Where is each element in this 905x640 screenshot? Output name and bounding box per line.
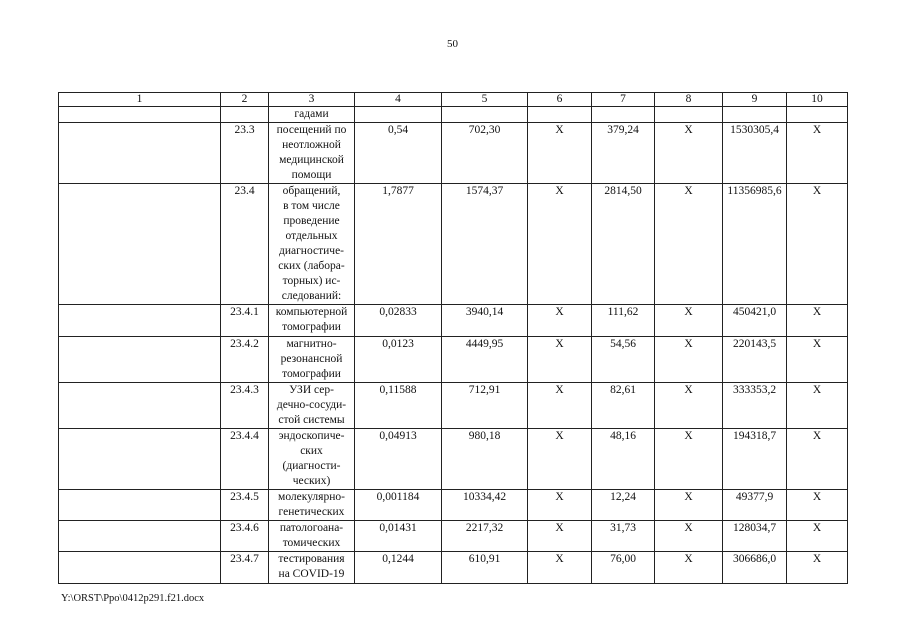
table-cell: 0,02833: [355, 305, 442, 337]
table-cell: 2217,32: [442, 521, 528, 552]
table-cell: [59, 429, 221, 490]
table-cell: [592, 107, 655, 123]
table-cell: X: [655, 305, 723, 337]
table-cell: 3940,14: [442, 305, 528, 337]
table-cell: X: [655, 429, 723, 490]
table-cell: патологоана- томических: [269, 521, 355, 552]
table-cell: компьютерной томографии: [269, 305, 355, 337]
column-header: 1: [59, 93, 221, 107]
table-cell: 0,04913: [355, 429, 442, 490]
table-cell: X: [528, 490, 592, 521]
table-cell: гадами: [269, 107, 355, 123]
table-cell: X: [528, 552, 592, 584]
table-cell: магнитно- резонансной томографии: [269, 337, 355, 383]
table-cell: X: [528, 429, 592, 490]
table-cell: [59, 337, 221, 383]
column-header: 5: [442, 93, 528, 107]
table-cell: 49377,9: [723, 490, 787, 521]
table-cell: 23.4: [221, 184, 269, 305]
table-cell: X: [528, 305, 592, 337]
table-cell: [59, 490, 221, 521]
table-cell: 0,001184: [355, 490, 442, 521]
table-cell: [723, 107, 787, 123]
table-cell: X: [655, 552, 723, 584]
table-cell: [787, 107, 848, 123]
table-cell: [655, 107, 723, 123]
table-cell: 0,54: [355, 123, 442, 184]
table-cell: 11356985,6: [723, 184, 787, 305]
table-cell: обращений, в том числе проведение отдельных диагностиче- ских (лабора- торных) ис- следований:: [269, 184, 355, 305]
table-cell: X: [787, 490, 848, 521]
table-cell: 379,24: [592, 123, 655, 184]
table-cell: 0,1244: [355, 552, 442, 584]
table-row: [59, 107, 848, 123]
table-row: [59, 383, 848, 429]
table-cell: 306686,0: [723, 552, 787, 584]
table-cell: 0,0123: [355, 337, 442, 383]
table-cell: X: [655, 184, 723, 305]
table-cell: 702,30: [442, 123, 528, 184]
table-cell: 23.4.5: [221, 490, 269, 521]
table-cell: X: [528, 123, 592, 184]
table-cell: 76,00: [592, 552, 655, 584]
table-row: [59, 305, 848, 337]
table-cell: X: [528, 184, 592, 305]
table-cell: тестирования на COVID-19: [269, 552, 355, 584]
page-number: 50: [447, 38, 458, 50]
table-cell: молекулярно- генетических: [269, 490, 355, 521]
table-cell: X: [787, 184, 848, 305]
table-cell: 610,91: [442, 552, 528, 584]
file-path-footer: Y:\ORST\Ppo\0412p291.f21.docx: [61, 593, 205, 604]
table-cell: 1574,37: [442, 184, 528, 305]
table-cell: 111,62: [592, 305, 655, 337]
table-cell: 220143,5: [723, 337, 787, 383]
table-cell: [59, 184, 221, 305]
table-cell: 23.4.1: [221, 305, 269, 337]
table-row: [59, 429, 848, 490]
table-cell: [59, 107, 221, 123]
table-cell: [59, 123, 221, 184]
column-header: 6: [528, 93, 592, 107]
table-cell: 12,24: [592, 490, 655, 521]
column-header: 10: [787, 93, 848, 107]
table-cell: [355, 107, 442, 123]
table-cell: [221, 107, 269, 123]
table-cell: 333353,2: [723, 383, 787, 429]
table-cell: X: [655, 383, 723, 429]
table-cell: 31,73: [592, 521, 655, 552]
table-row: [59, 123, 848, 184]
column-header: 9: [723, 93, 787, 107]
table-cell: 128034,7: [723, 521, 787, 552]
table-cell: [442, 107, 528, 123]
table-cell: 23.4.2: [221, 337, 269, 383]
table-cell: [59, 521, 221, 552]
table-cell: 4449,95: [442, 337, 528, 383]
table-cell: X: [787, 337, 848, 383]
column-header: 2: [221, 93, 269, 107]
column-header: 8: [655, 93, 723, 107]
table-cell: 23.4.3: [221, 383, 269, 429]
table-cell: X: [787, 429, 848, 490]
table-cell: X: [655, 123, 723, 184]
table-cell: 0,11588: [355, 383, 442, 429]
table-cell: 980,18: [442, 429, 528, 490]
table-cell: посещений по неотложной медицинской помощи: [269, 123, 355, 184]
table-cell: X: [787, 383, 848, 429]
table-row: [59, 184, 848, 305]
column-header: 4: [355, 93, 442, 107]
table-cell: [528, 107, 592, 123]
table-cell: X: [655, 337, 723, 383]
table-cell: 712,91: [442, 383, 528, 429]
table-cell: X: [787, 123, 848, 184]
column-header: 7: [592, 93, 655, 107]
table-cell: 23.4.7: [221, 552, 269, 584]
table-cell: 194318,7: [723, 429, 787, 490]
table-cell: [59, 383, 221, 429]
table-cell: 23.3: [221, 123, 269, 184]
table-cell: 450421,0: [723, 305, 787, 337]
table-cell: X: [655, 490, 723, 521]
table-row: [59, 490, 848, 521]
table-cell: [59, 552, 221, 584]
table-cell: 48,16: [592, 429, 655, 490]
table-cell: 1530305,4: [723, 123, 787, 184]
table-cell: 2814,50: [592, 184, 655, 305]
table-cell: X: [787, 521, 848, 552]
table-cell: X: [528, 337, 592, 383]
table-cell: X: [655, 521, 723, 552]
table-row: [59, 337, 848, 383]
table-cell: X: [787, 552, 848, 584]
table-cell: 1,7877: [355, 184, 442, 305]
table-cell: X: [528, 521, 592, 552]
table-cell: 54,56: [592, 337, 655, 383]
table-row: [59, 552, 848, 584]
table-cell: 10334,42: [442, 490, 528, 521]
table-row: [59, 521, 848, 552]
table-cell: 0,01431: [355, 521, 442, 552]
table-cell: X: [528, 383, 592, 429]
table-cell: X: [787, 305, 848, 337]
budget-table: [58, 92, 848, 584]
table-cell: 82,61: [592, 383, 655, 429]
table-cell: эндоскопиче- ских (диагности- ческих): [269, 429, 355, 490]
column-header: 3: [269, 93, 355, 107]
table-cell: 23.4.4: [221, 429, 269, 490]
table-cell: [59, 305, 221, 337]
table-cell: 23.4.6: [221, 521, 269, 552]
table-cell: УЗИ сер- дечно-сосуди- стой системы: [269, 383, 355, 429]
table-header-row: [59, 93, 848, 107]
